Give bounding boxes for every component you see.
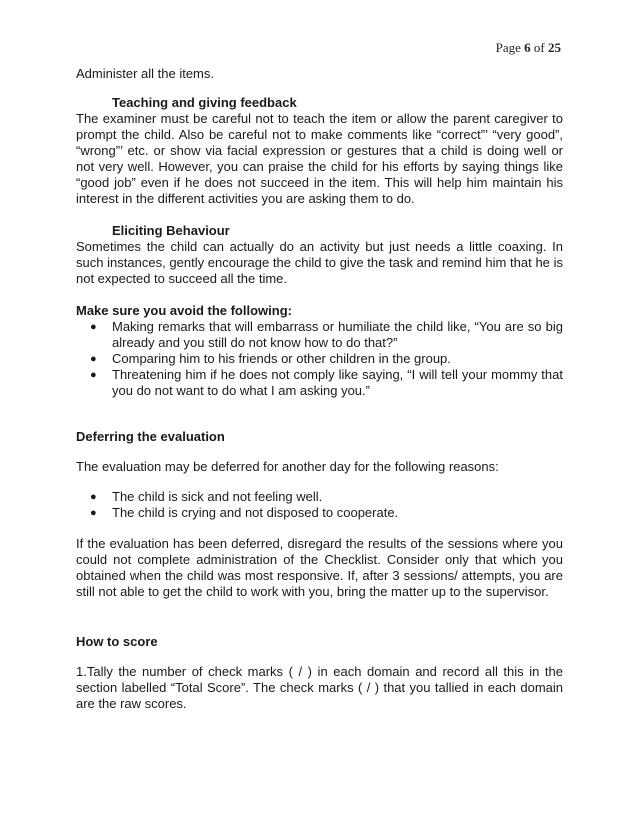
avoid-list bbox=[76, 319, 563, 399]
deferring-lead: The evaluation may be deferred for another day for the following reasons: bbox=[76, 459, 499, 474]
scoring-heading: How to score bbox=[76, 634, 158, 649]
bullet-icon: ● bbox=[90, 369, 97, 381]
list-item bbox=[76, 367, 563, 399]
eliciting-paragraph: Sometimes the child can actually do an activity but just needs a little coaxing. In such instances, gently encourage the child to give the task and remind him that he is not expected to succeed all the time. bbox=[76, 239, 563, 286]
list-item bbox=[76, 351, 563, 367]
bullet-icon: ● bbox=[90, 353, 97, 365]
list-item bbox=[76, 505, 563, 521]
list-item bbox=[76, 319, 563, 351]
eliciting-heading: Eliciting Behaviour bbox=[112, 223, 230, 238]
deferring-heading: Deferring the evaluation bbox=[76, 429, 225, 444]
bullet-icon: ● bbox=[90, 491, 97, 503]
intro-text: Administer all the items. bbox=[76, 66, 214, 81]
list-item-text: The child is crying and not disposed to cooperate. bbox=[112, 505, 399, 520]
teaching-paragraph: The examiner must be careful not to teach the item or allow the parent caregiver to prompt the child. Also be careful not to make comments like “correct”’ “very good”, “wrong”’ etc. or show via facial expression or gestures that a child is doing well or not very well. However, you can praise the child for his efforts by saying things like “good job” even if he does not succeed in the item. This will help him maintain his interest in the different activities you are asking them to do. bbox=[76, 111, 563, 206]
bullet-icon: ● bbox=[90, 321, 97, 333]
page-number-total: 25 bbox=[548, 40, 561, 55]
bullet-icon: ● bbox=[90, 507, 97, 519]
scoring-paragraph: 1.Tally the number of check marks ( / ) in each domain and record all this in the section labelled “Total Score”. The check marks ( / ) that you tallied in each domain are the raw scores. bbox=[76, 664, 563, 711]
list-item-text: Making remarks that will embarrass or humiliate the child like, “You are so big already and you still do not know how to do that?” bbox=[112, 319, 563, 350]
list-item-text: Comparing him to his friends or other children in the group. bbox=[112, 351, 451, 366]
page-number-prefix: Page bbox=[495, 40, 525, 55]
document-body bbox=[76, 66, 563, 712]
list-item bbox=[76, 489, 563, 505]
deferring-paragraph: If the evaluation has been deferred, disregard the results of the sessions where you could not complete administration of the Checklist. Consider only that which you obtained when the child was most responsive. If, after 3 sessions/ attempts, you are still not able to get the child to work with you, bring the matter up to the supervisor. bbox=[76, 536, 563, 599]
deferring-list bbox=[76, 489, 563, 521]
teaching-heading: Teaching and giving feedback bbox=[112, 95, 297, 110]
list-item-text: Threatening him if he does not comply like saying, “I will tell your mommy that you do not want to do what I am asking you.” bbox=[112, 367, 563, 398]
list-item-text: The child is sick and not feeling well. bbox=[112, 489, 323, 504]
page-number-of: of bbox=[530, 40, 548, 55]
page-number-current: 6 bbox=[524, 40, 531, 55]
avoid-heading: Make sure you avoid the following: bbox=[76, 303, 292, 318]
page-number bbox=[496, 40, 561, 56]
